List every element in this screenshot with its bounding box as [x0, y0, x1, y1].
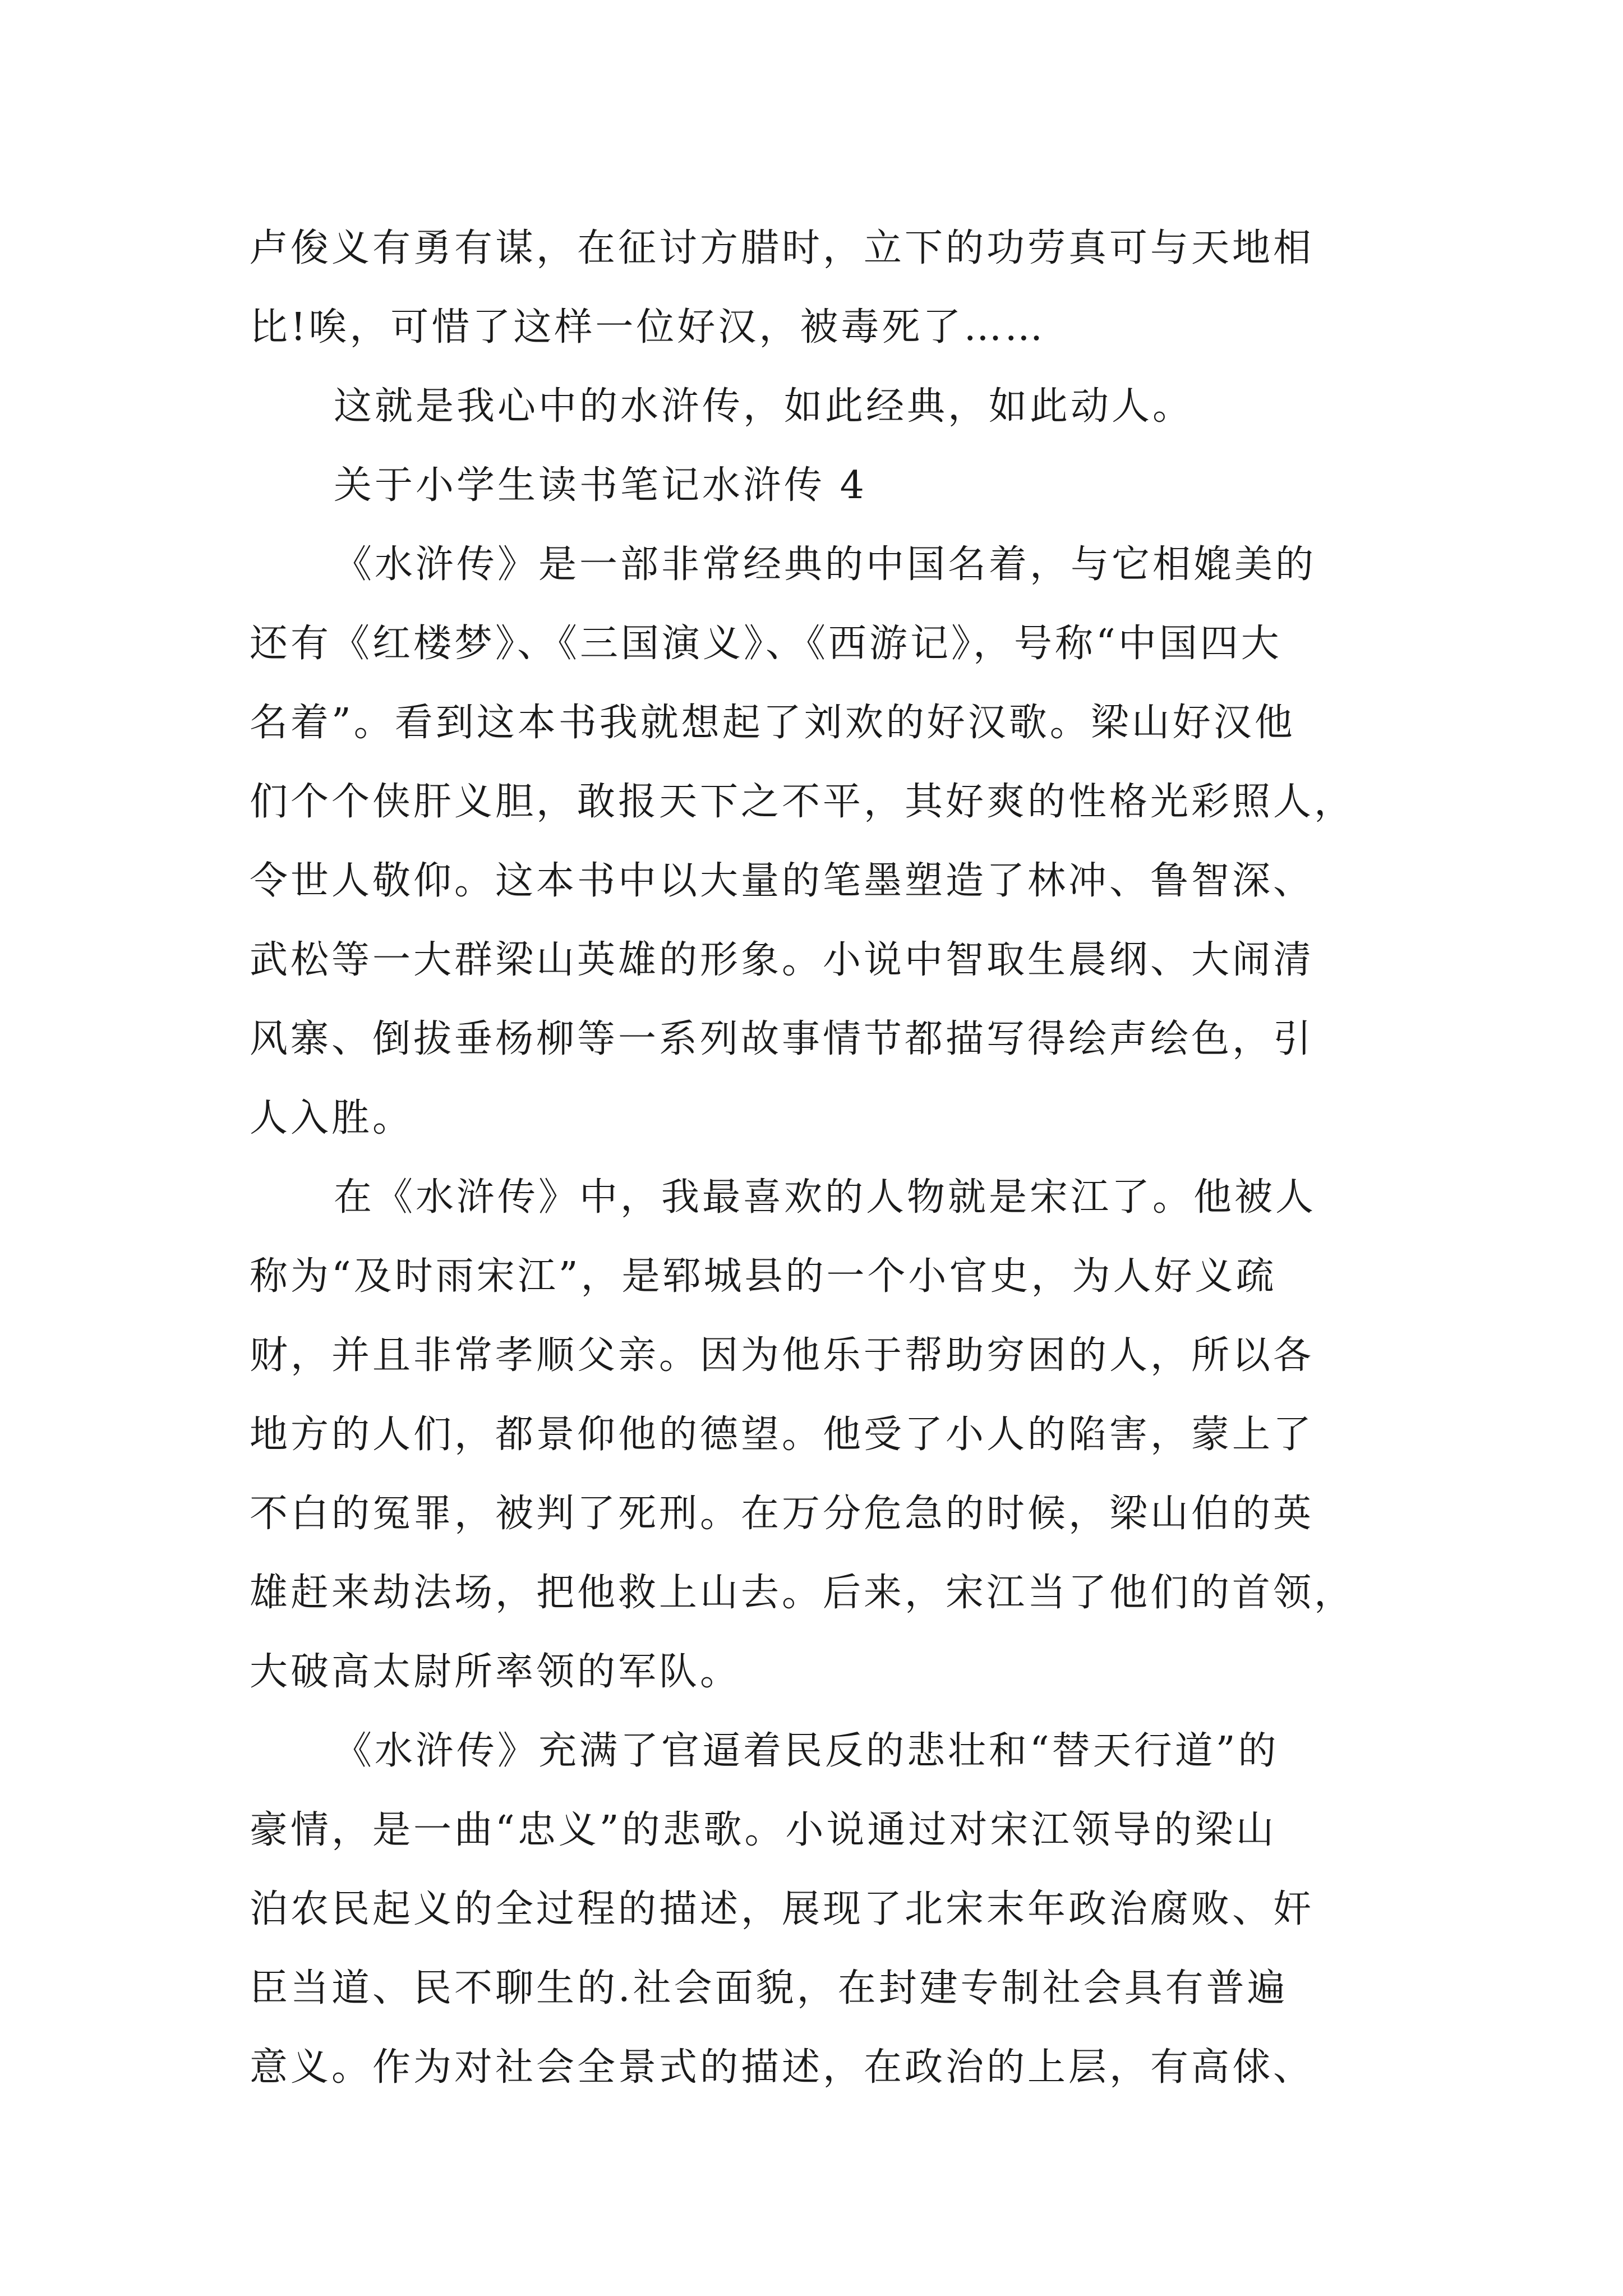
text-line: 《水浒传》充满了官逼着民反的悲壮和“替天行道”的: [334, 1729, 1279, 1773]
text-line: 武松等一大群梁山英雄的形象。小说中智取生晨纲、大闹清: [250, 938, 1315, 982]
text-line: 这就是我心中的水浒传，如此经典，如此动人。: [334, 384, 1194, 429]
text-line: 比!唉，可惜了这样一位好汉，被毒死了……: [250, 305, 1046, 349]
text-line: 不白的冤罪，被判了死刑。在万分危急的时候，梁山伯的英: [250, 1492, 1315, 1536]
text-line: 们个个侠肝义胆，敢报天下之不平，其好爽的性格光彩照人，: [250, 780, 1355, 824]
text-line: 豪情，是一曲“忠义”的悲歌。小说通过对宋江领导的梁山: [250, 1808, 1277, 1852]
text-line: 风寨、倒拔垂杨柳等一系列故事情节都描写得绘声绘色，引: [250, 1017, 1315, 1061]
text-line: 还有《红楼梦》、《三国演义》、《西游记》，号称“中国四大: [250, 622, 1282, 666]
text-line: 《水浒传》是一部非常经典的中国名着，与它相媲美的: [334, 542, 1317, 587]
text-line: 泊农民起义的全过程的描述，展现了北宋末年政治腐败、奸: [250, 1887, 1315, 1931]
text-line: 名着”。看到这本书我就想起了刘欢的好汉歌。梁山好汉他: [250, 701, 1295, 745]
text-line: 人入胜。: [250, 1096, 414, 1140]
text-line: 意义。作为对社会全景式的描述，在政治的上层，有高俅、: [250, 2045, 1315, 2090]
text-line: 财，并且非常孝顺父亲。因为他乐于帮助穷困的人，所以各: [250, 1333, 1315, 1378]
text-line: 在《水浒传》中，我最喜欢的人物就是宋江了。他被人: [334, 1175, 1317, 1220]
text-line: 关于小学生读书笔记水浒传 4: [334, 463, 867, 508]
text-line: 地方的人们，都景仰他的德望。他受了小人的陷害，蒙上了: [250, 1412, 1315, 1457]
text-line: 卢俊义有勇有谋，在征讨方腊时，立下的功劳真可与天地相: [250, 226, 1315, 270]
text-line: 臣当道、民不聊生的.社会面貌，在封建专制社会具有普遍: [250, 1966, 1288, 2010]
text-line: 大破高太尉所率领的军队。: [250, 1650, 741, 1694]
body-text: [250, 209, 1377, 2107]
text-line: 雄赶来劫法场，把他救上山去。后来，宋江当了他们的首领，: [250, 1571, 1355, 1615]
text-line: 称为“及时雨宋江”，是郓城县的一个小官史，为人好义疏: [250, 1254, 1277, 1299]
text-line: 令世人敬仰。这本书中以大量的笔墨塑造了林冲、鲁智深、: [250, 859, 1315, 903]
